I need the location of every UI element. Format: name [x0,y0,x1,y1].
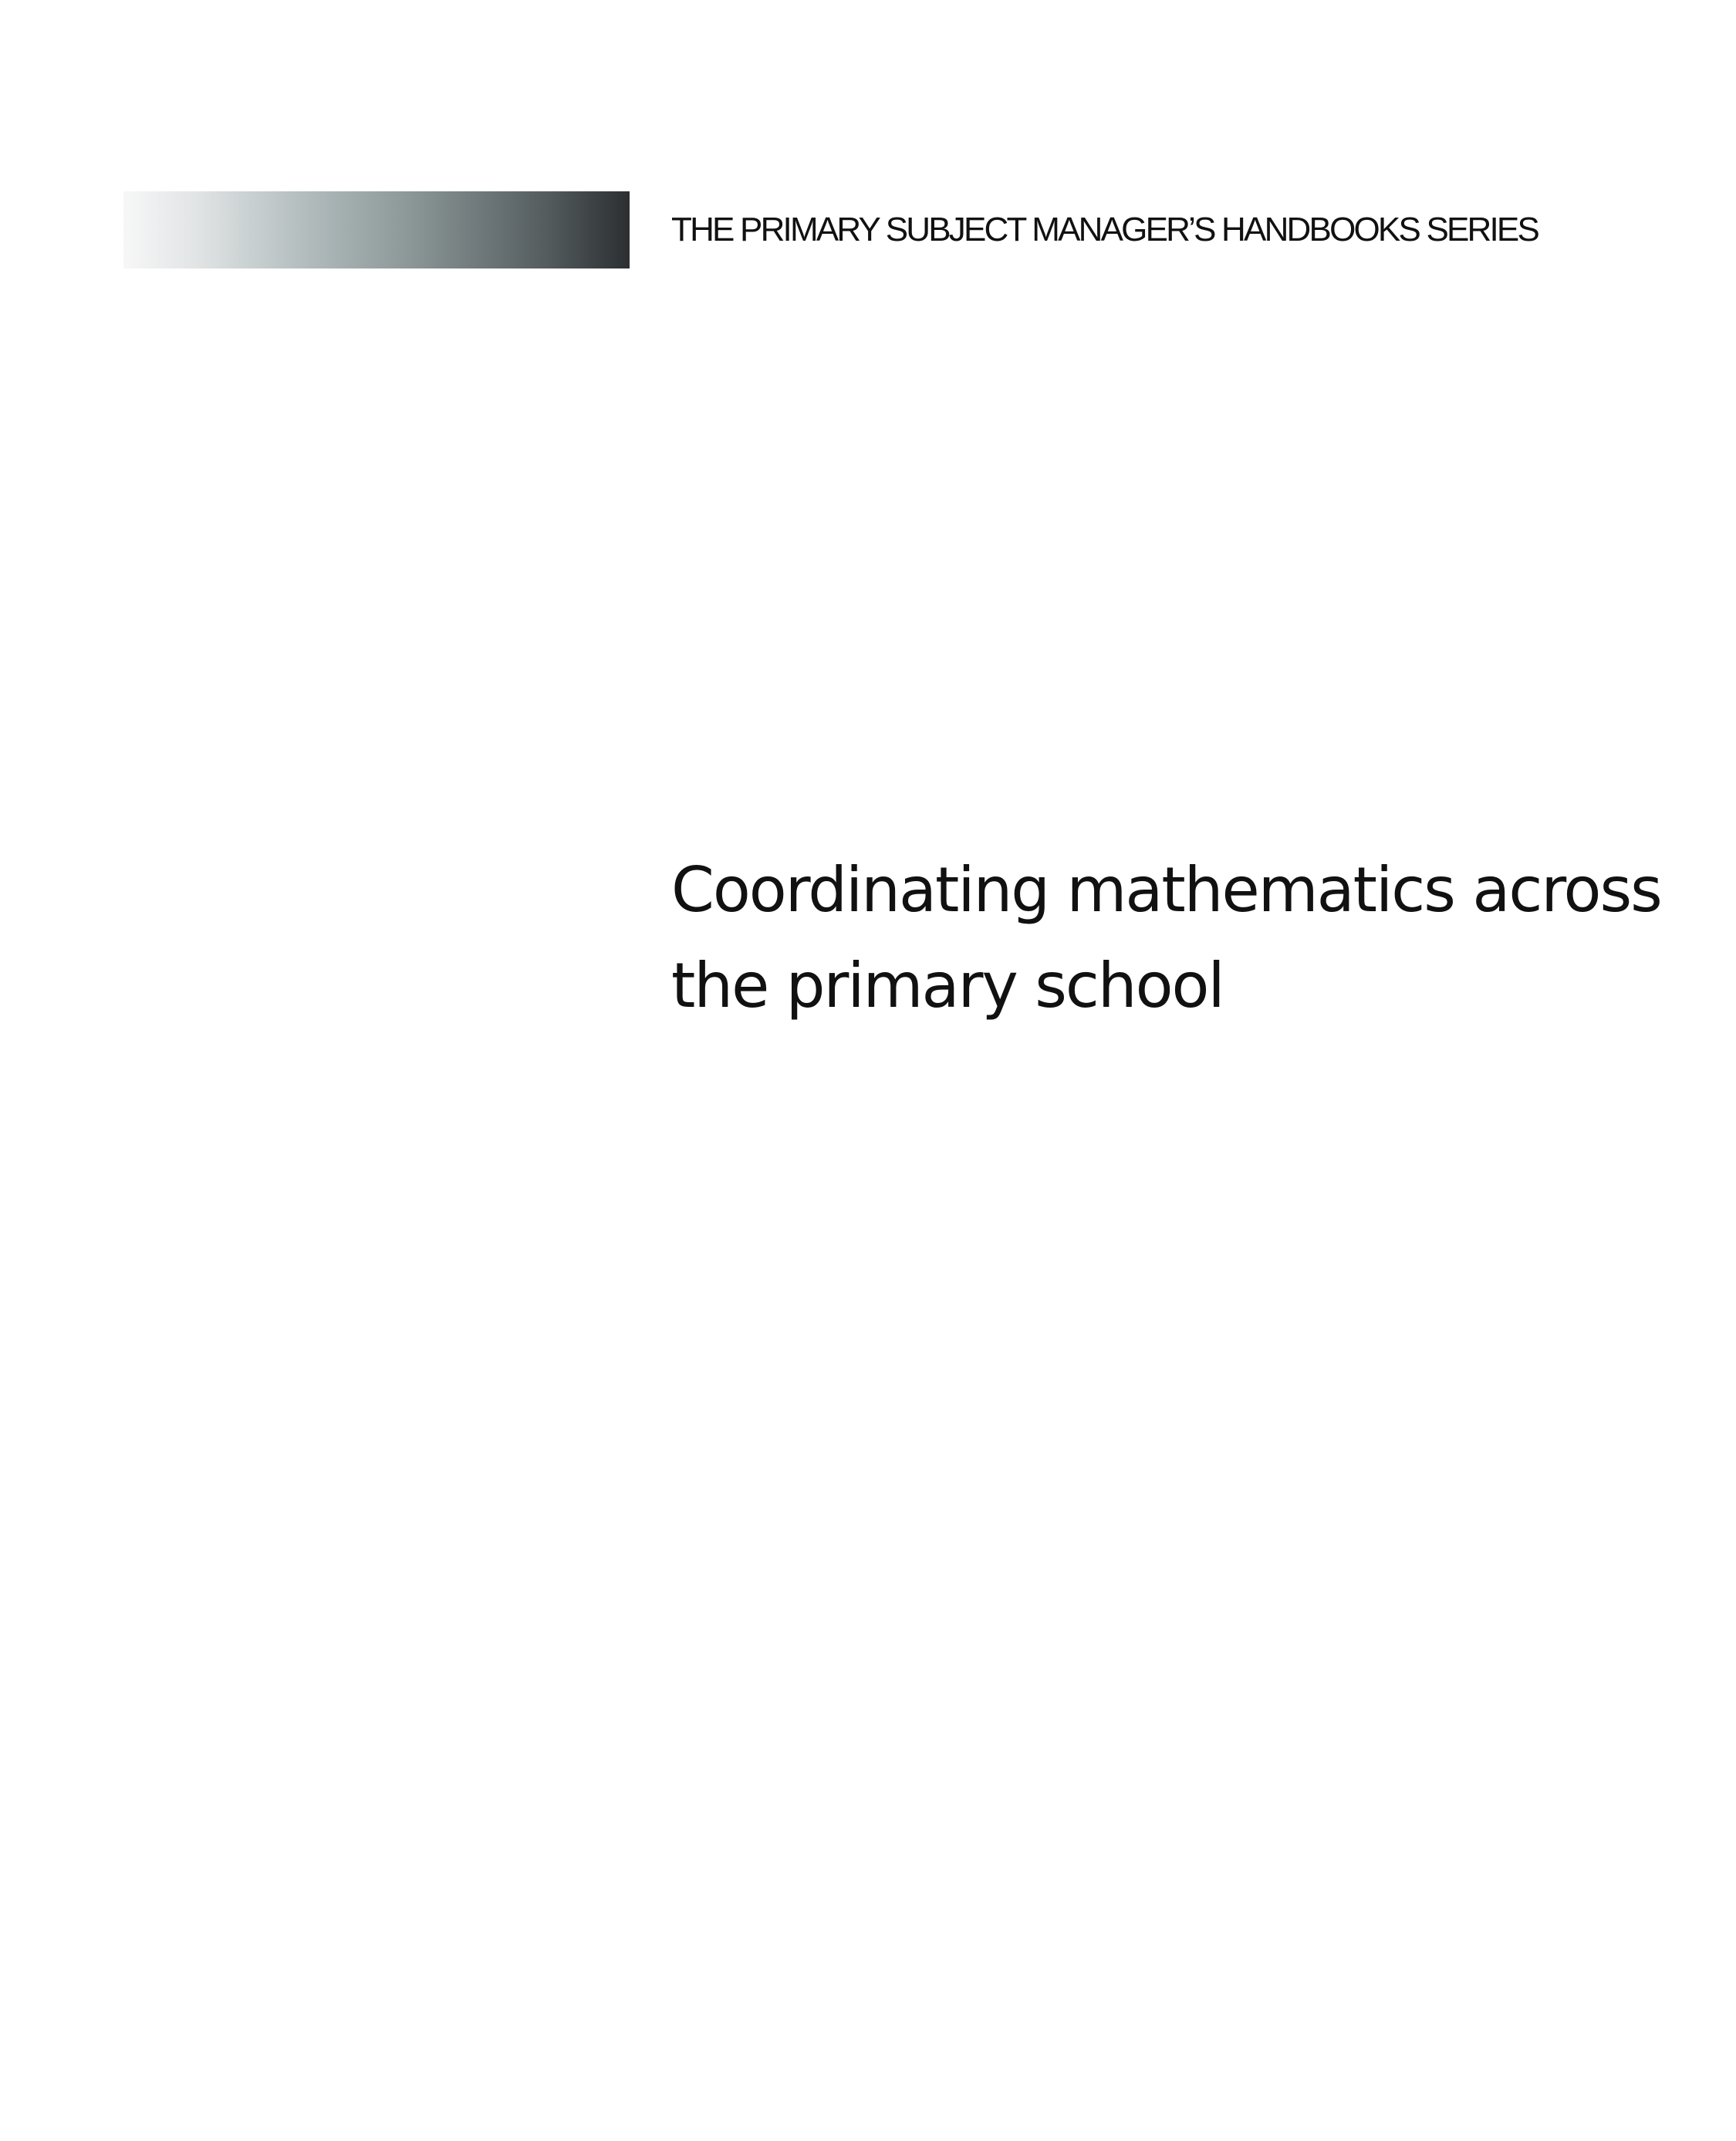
series-gradient-bar [123,191,630,268]
book-title-line-2: the primary school [671,950,1224,1022]
book-title-line-1: Coordinating mathematics across [671,854,1661,926]
series-title: THE PRIMARY SUBJECT MANAGER’S HANDBOOKS SERIES [671,211,1538,248]
book-title [671,843,1661,1034]
